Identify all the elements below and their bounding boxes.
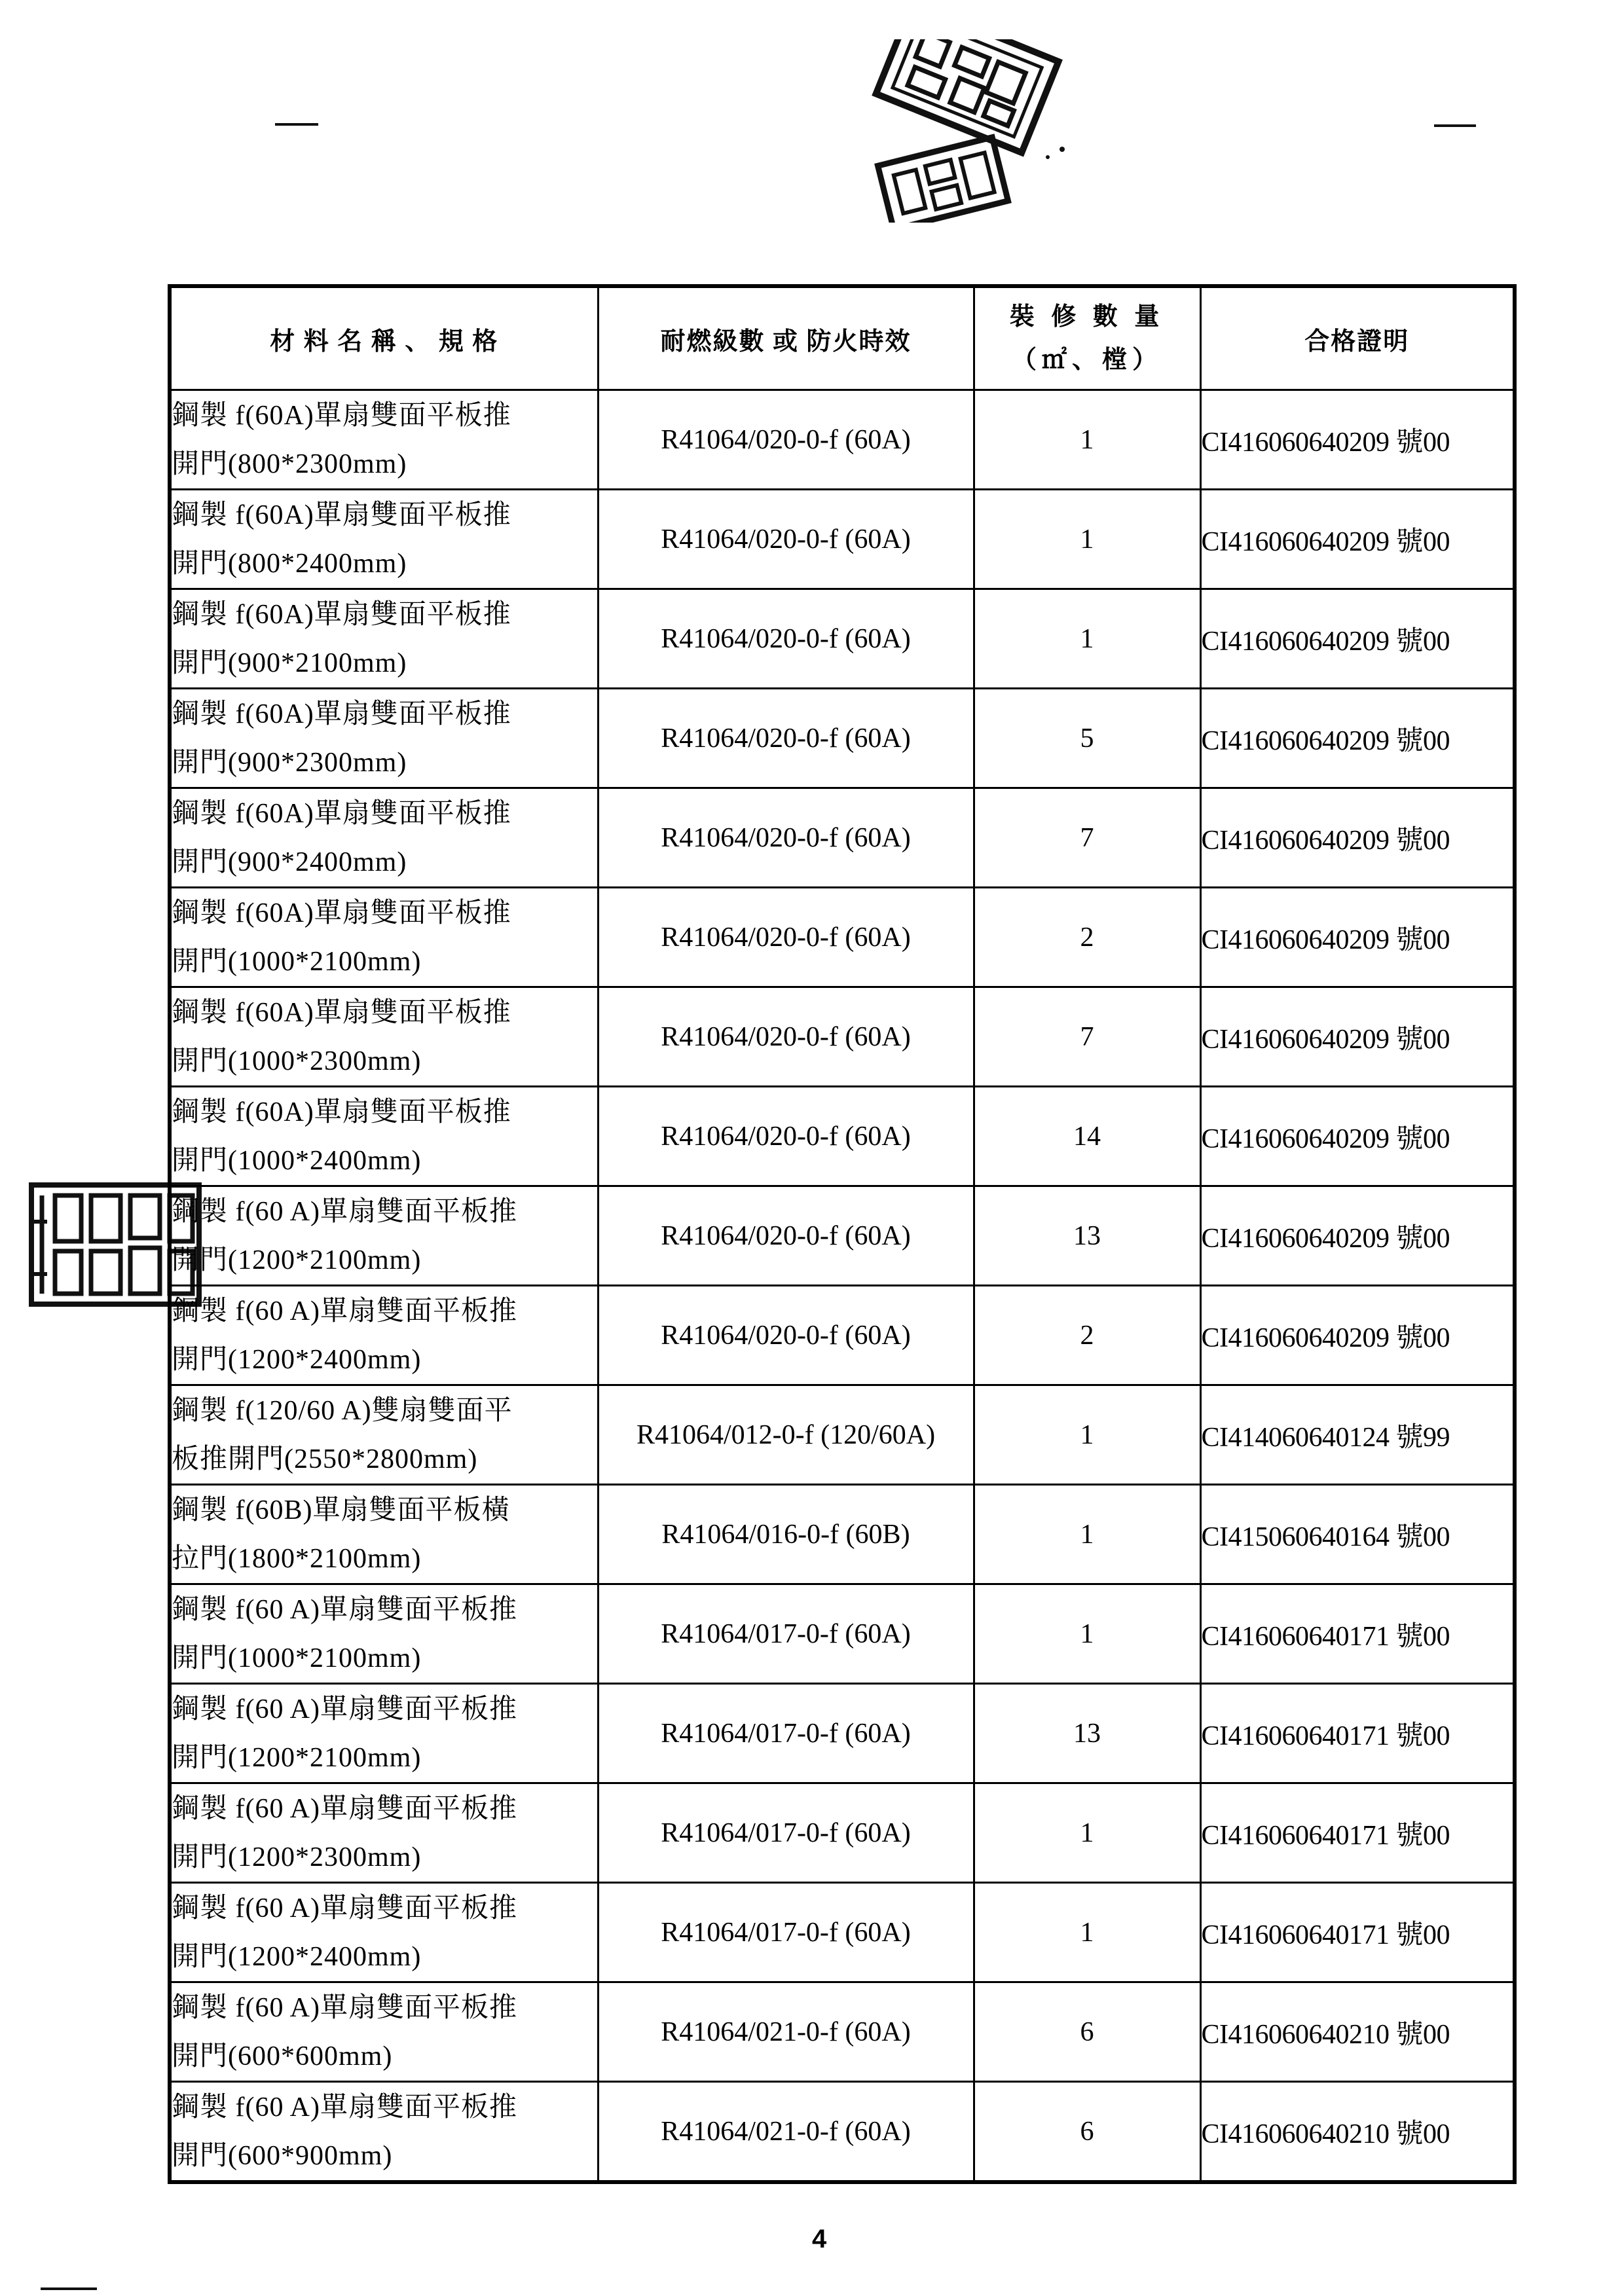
certificate-cell: CI416060640209 號00 [1200, 1087, 1515, 1186]
quantity-cell: 5 [974, 689, 1200, 788]
certificate-cell: CI416060640171 號00 [1200, 1783, 1515, 1883]
page-number: 4 [812, 2225, 827, 2253]
fire-rating-cell: R41064/020-0-f (60A) [598, 589, 974, 689]
material-name-cell [170, 1883, 598, 1982]
fire-rating-cell: R41064/017-0-f (60A) [598, 1584, 974, 1684]
material-size-line: 開門(1000*2300mm) [172, 1046, 422, 1076]
header-quantity [974, 286, 1200, 390]
fire-rating-cell: R41064/020-0-f (60A) [598, 490, 974, 589]
material-size-line: 開門(1000*2100mm) [172, 1643, 422, 1673]
fire-rating-cell: R41064/020-0-f (60A) [598, 390, 974, 490]
quantity-cell: 1 [974, 589, 1200, 689]
material-name-line: 鋼製 f(60 A)單扇雙面平板推 [172, 1893, 517, 1923]
table-row [170, 1286, 1515, 1385]
header-rule-left [275, 123, 318, 126]
material-size-line: 開門(900*2100mm) [172, 647, 407, 678]
quantity-cell: 1 [974, 390, 1200, 490]
table-row [170, 589, 1515, 689]
seal-stamp-top [858, 39, 1094, 223]
table-row [170, 1783, 1515, 1883]
quantity-cell: 14 [974, 1087, 1200, 1186]
material-name-line: 鋼製 f(60 A)單扇雙面平板推 [172, 1196, 517, 1227]
quantity-cell: 2 [974, 888, 1200, 987]
material-name-line: 鋼製 f(60A)單扇雙面平板推 [172, 500, 511, 530]
material-name-line: 鋼製 f(60 A)單扇雙面平板推 [172, 1594, 517, 1625]
material-size-line: 開門(1200*2400mm) [172, 1941, 422, 1972]
material-size-line: 開門(900*2400mm) [172, 847, 407, 877]
certificate-cell: CI416060640209 號00 [1200, 390, 1515, 490]
material-size-line: 開門(1200*2100mm) [172, 1742, 422, 1773]
material-size-line: 開門(1200*2300mm) [172, 1842, 422, 1872]
material-name-line: 鋼製 f(120/60 A)雙扇雙面平 [172, 1395, 513, 1426]
fire-rating-cell: R41064/020-0-f (60A) [598, 1286, 974, 1385]
material-name-cell [170, 1783, 598, 1883]
material-name-line: 鋼製 f(60A)單扇雙面平板推 [172, 699, 511, 729]
certificate-cell: CI416060640209 號00 [1200, 490, 1515, 589]
quantity-cell: 1 [974, 1584, 1200, 1684]
material-size-line: 開門(1200*2400mm) [172, 1344, 422, 1375]
material-name-cell [170, 1485, 598, 1584]
material-name-line: 鋼製 f(60A)單扇雙面平板推 [172, 798, 511, 829]
material-name-line: 鋼製 f(60 A)單扇雙面平板推 [172, 1694, 517, 1724]
material-name-cell [170, 2082, 598, 2183]
material-name-cell [170, 1584, 598, 1684]
material-name-cell [170, 390, 598, 490]
material-name-cell [170, 1684, 598, 1783]
table-row [170, 490, 1515, 589]
certificate-cell: CI416060640171 號00 [1200, 1684, 1515, 1783]
quantity-cell: 1 [974, 1485, 1200, 1584]
material-name-line: 鋼製 f(60A)單扇雙面平板推 [172, 1097, 511, 1127]
header-certificate: 合格證明 [1200, 286, 1515, 390]
material-name-line: 鋼製 f(60 A)單扇雙面平板推 [172, 1793, 517, 1824]
header-rule-right [1434, 124, 1476, 127]
certificate-cell: CI416060640209 號00 [1200, 689, 1515, 788]
material-name-line: 鋼製 f(60A)單扇雙面平板推 [172, 898, 511, 928]
material-size-line: 開門(900*2300mm) [172, 747, 407, 778]
material-size-line: 開門(600*900mm) [172, 2140, 393, 2171]
material-size-line: 開門(1000*2100mm) [172, 946, 422, 977]
table-row [170, 390, 1515, 490]
quantity-cell: 7 [974, 788, 1200, 888]
certificate-cell: CI416060640209 號00 [1200, 589, 1515, 689]
material-name-cell [170, 788, 598, 888]
fire-rating-cell: R41064/016-0-f (60B) [598, 1485, 974, 1584]
header-quantity-label: 裝 修 數 量 [1009, 303, 1165, 331]
footer-rule [41, 2287, 97, 2290]
material-name-line: 鋼製 f(60B)單扇雙面平板橫 [172, 1495, 510, 1525]
table-row [170, 888, 1515, 987]
quantity-cell: 1 [974, 1883, 1200, 1982]
fire-rating-cell: R41064/021-0-f (60A) [598, 2082, 974, 2183]
quantity-cell: 1 [974, 1385, 1200, 1485]
material-size-line: 板推開門(2550*2800mm) [172, 1444, 478, 1474]
header-material-name: 材 料 名 稱 、 規 格 [170, 286, 598, 390]
header-fire-rating: 耐燃級數 或 防火時效 [598, 286, 974, 390]
certificate-cell: CI416060640171 號00 [1200, 1584, 1515, 1684]
certificate-cell: CI414060640124 號99 [1200, 1385, 1515, 1485]
material-name-line: 鋼製 f(60 A)單扇雙面平板推 [172, 1296, 517, 1326]
material-size-line: 開門(800*2300mm) [172, 448, 407, 479]
fire-rating-cell: R41064/017-0-f (60A) [598, 1684, 974, 1783]
material-name-line: 鋼製 f(60A)單扇雙面平板推 [172, 997, 511, 1028]
certificate-cell: CI416060640209 號00 [1200, 788, 1515, 888]
material-name-cell [170, 987, 598, 1087]
header-quantity-unit: （㎡、樘） [1011, 346, 1162, 374]
table-row [170, 689, 1515, 788]
fire-rating-cell: R41064/017-0-f (60A) [598, 1783, 974, 1883]
material-name-cell [170, 1186, 598, 1286]
table-row [170, 2082, 1515, 2183]
material-size-line: 拉門(1800*2100mm) [172, 1543, 422, 1574]
fire-rating-cell: R41064/020-0-f (60A) [598, 788, 974, 888]
certificate-cell: CI416060640209 號00 [1200, 888, 1515, 987]
certificate-cell: CI415060640164 號00 [1200, 1485, 1515, 1584]
table-row [170, 1883, 1515, 1982]
certificate-cell: CI416060640210 號00 [1200, 2082, 1515, 2183]
fire-rating-cell: R41064/020-0-f (60A) [598, 689, 974, 788]
quantity-cell: 1 [974, 490, 1200, 589]
table-row [170, 1584, 1515, 1684]
fire-rating-cell: R41064/012-0-f (120/60A) [598, 1385, 974, 1485]
table-row [170, 1087, 1515, 1186]
material-name-line: 鋼製 f(60 A)單扇雙面平板推 [172, 1992, 517, 2023]
material-name-cell [170, 589, 598, 689]
material-name-line: 鋼製 f(60A)單扇雙面平板推 [172, 400, 511, 431]
material-name-cell [170, 888, 598, 987]
material-size-line: 開門(600*600mm) [172, 2041, 393, 2071]
certificate-cell: CI416060640209 號00 [1200, 1286, 1515, 1385]
certificate-cell: CI416060640171 號00 [1200, 1883, 1515, 1982]
material-size-line: 開門(1200*2100mm) [172, 1245, 422, 1275]
quantity-cell: 6 [974, 1982, 1200, 2082]
material-size-line: 開門(1000*2400mm) [172, 1145, 422, 1176]
table-row [170, 788, 1515, 888]
material-name-cell [170, 1087, 598, 1186]
table-row [170, 1485, 1515, 1584]
fire-rating-cell: R41064/020-0-f (60A) [598, 1087, 974, 1186]
material-name-cell [170, 1982, 598, 2082]
quantity-cell: 2 [974, 1286, 1200, 1385]
quantity-cell: 13 [974, 1186, 1200, 1286]
fire-rating-cell: R41064/021-0-f (60A) [598, 1982, 974, 2082]
material-size-line: 開門(800*2400mm) [172, 548, 407, 579]
table-header-row [170, 286, 1515, 390]
material-name-line: 鋼製 f(60 A)單扇雙面平板推 [172, 2092, 517, 2123]
fire-rating-cell: R41064/017-0-f (60A) [598, 1883, 974, 1982]
fire-rating-cell: R41064/020-0-f (60A) [598, 987, 974, 1087]
quantity-cell: 7 [974, 987, 1200, 1087]
table-row [170, 1186, 1515, 1286]
quantity-cell: 1 [974, 1783, 1200, 1883]
quantity-cell: 6 [974, 2082, 1200, 2183]
certificate-cell: CI416060640209 號00 [1200, 1186, 1515, 1286]
table-row [170, 1385, 1515, 1485]
material-name-cell [170, 1286, 598, 1385]
material-name-cell [170, 1385, 598, 1485]
certificate-cell: CI416060640209 號00 [1200, 987, 1515, 1087]
table-row [170, 1982, 1515, 2082]
quantity-cell: 13 [974, 1684, 1200, 1783]
fire-rating-cell: R41064/020-0-f (60A) [598, 1186, 974, 1286]
fire-door-materials-table [168, 284, 1517, 2184]
fire-rating-cell: R41064/020-0-f (60A) [598, 888, 974, 987]
material-name-cell [170, 490, 598, 589]
table-row [170, 1684, 1515, 1783]
material-name-cell [170, 689, 598, 788]
material-name-line: 鋼製 f(60A)單扇雙面平板推 [172, 599, 511, 630]
table-row [170, 987, 1515, 1087]
certificate-cell: CI416060640210 號00 [1200, 1982, 1515, 2082]
